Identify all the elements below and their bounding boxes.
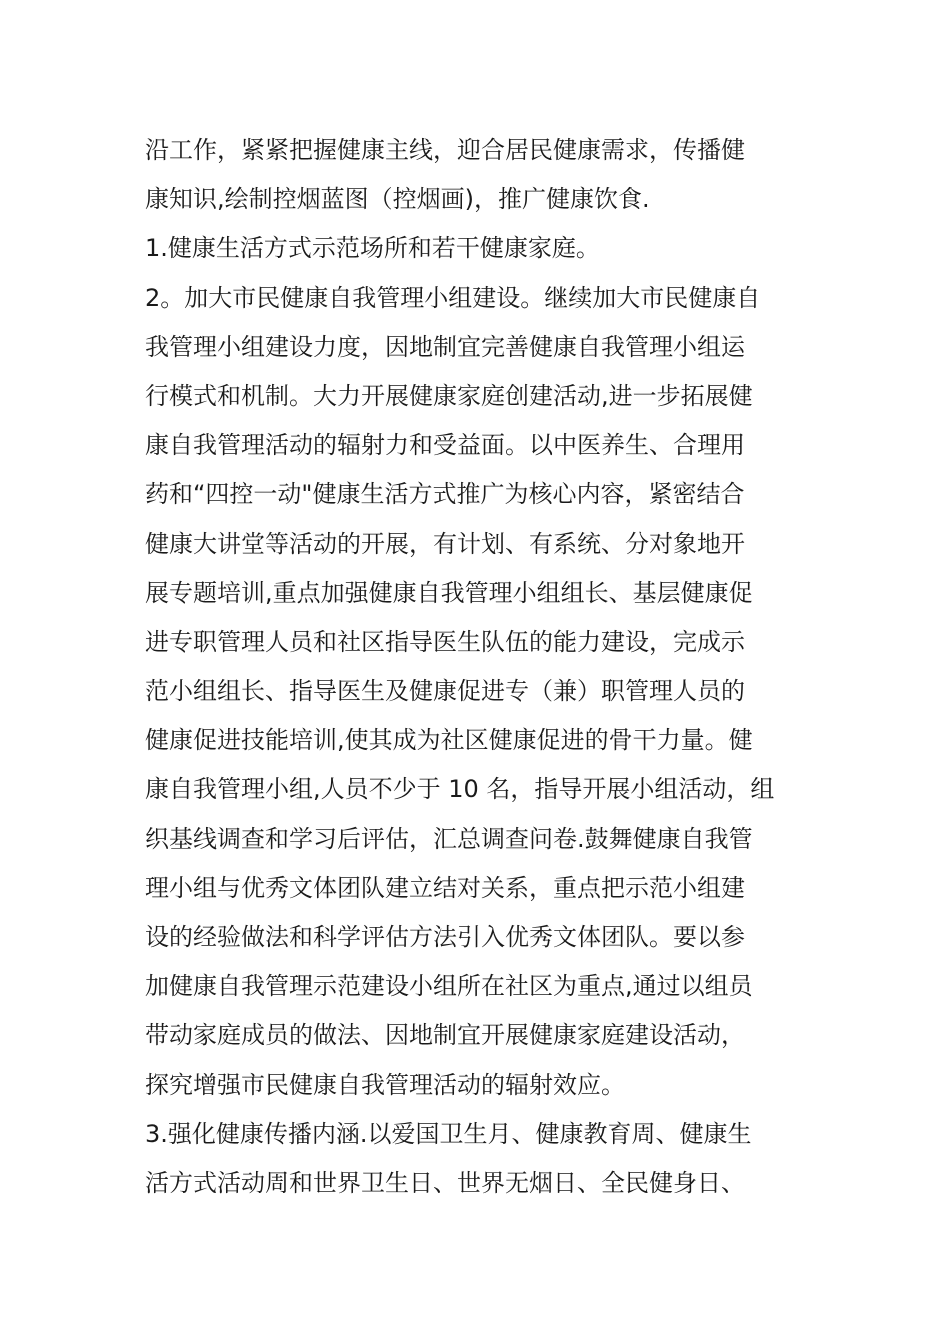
text-line: 康自我管理活动的辐射力和受益面。以中医养生、合理用 xyxy=(145,431,745,460)
text-line: 加健康自我管理示范建设小组所在社区为重点,通过以组员 xyxy=(145,972,753,1001)
text-line: 行模式和机制。大力开展健康家庭创建活动,进一步拓展健 xyxy=(145,381,753,410)
text-line: 3.强化健康传播内涵.以爱国卫生月、健康教育周、健康生 xyxy=(145,1119,752,1148)
text-line: 范小组组长、指导医生及健康促进专（兼）职管理人员的 xyxy=(145,677,745,706)
text-line: 康自我管理小组,人员不少于 10 名，指导开展小组活动，组 xyxy=(145,775,775,804)
text-line: 织基线调查和学习后评估，汇总调查问卷.鼓舞健康自我管 xyxy=(145,824,753,853)
text-line: 理小组与优秀文体团队建立结对关系，重点把示范小组建 xyxy=(145,873,745,902)
text-line: 1.健康生活方式示范场所和若干健康家庭。 xyxy=(145,234,600,263)
text-line: 健康促进技能培训,使其成为社区健康促进的骨干力量。健 xyxy=(145,726,753,755)
text-line: 2。加大市民健康自我管理小组建设。继续加大市民健康自 xyxy=(145,283,761,312)
body-text xyxy=(145,126,815,1208)
text-line: 展专题培训,重点加强健康自我管理小组组长、基层健康促 xyxy=(145,578,753,607)
text-line: 进专职管理人员和社区指导医生队伍的能力建设，完成示 xyxy=(145,627,745,656)
text-line: 我管理小组建设力度，因地制宜完善健康自我管理小组运 xyxy=(145,332,745,361)
text-line: 健康大讲堂等活动的开展，有计划、有系统、分对象地开 xyxy=(145,529,745,558)
text-line: 探究增强市民健康自我管理活动的辐射效应。 xyxy=(145,1070,625,1099)
text-line: 药和“四控一动"健康生活方式推广为核心内容，紧密结合 xyxy=(145,480,745,509)
text-line: 康知识,绘制控烟蓝图（控烟画)，推广健康饮食. xyxy=(145,185,650,214)
text-line: 沿工作，紧紧把握健康主线，迎合居民健康需求，传播健 xyxy=(145,136,745,164)
text-line: 带动家庭成员的做法、因地制宜开展健康家庭建设活动， xyxy=(145,1021,745,1050)
text-line: 设的经验做法和科学评估方法引入优秀文体团队。要以参 xyxy=(145,923,745,951)
text-line: 活方式活动周和世界卫生日、世界无烟日、全民健身日、 xyxy=(145,1168,745,1197)
